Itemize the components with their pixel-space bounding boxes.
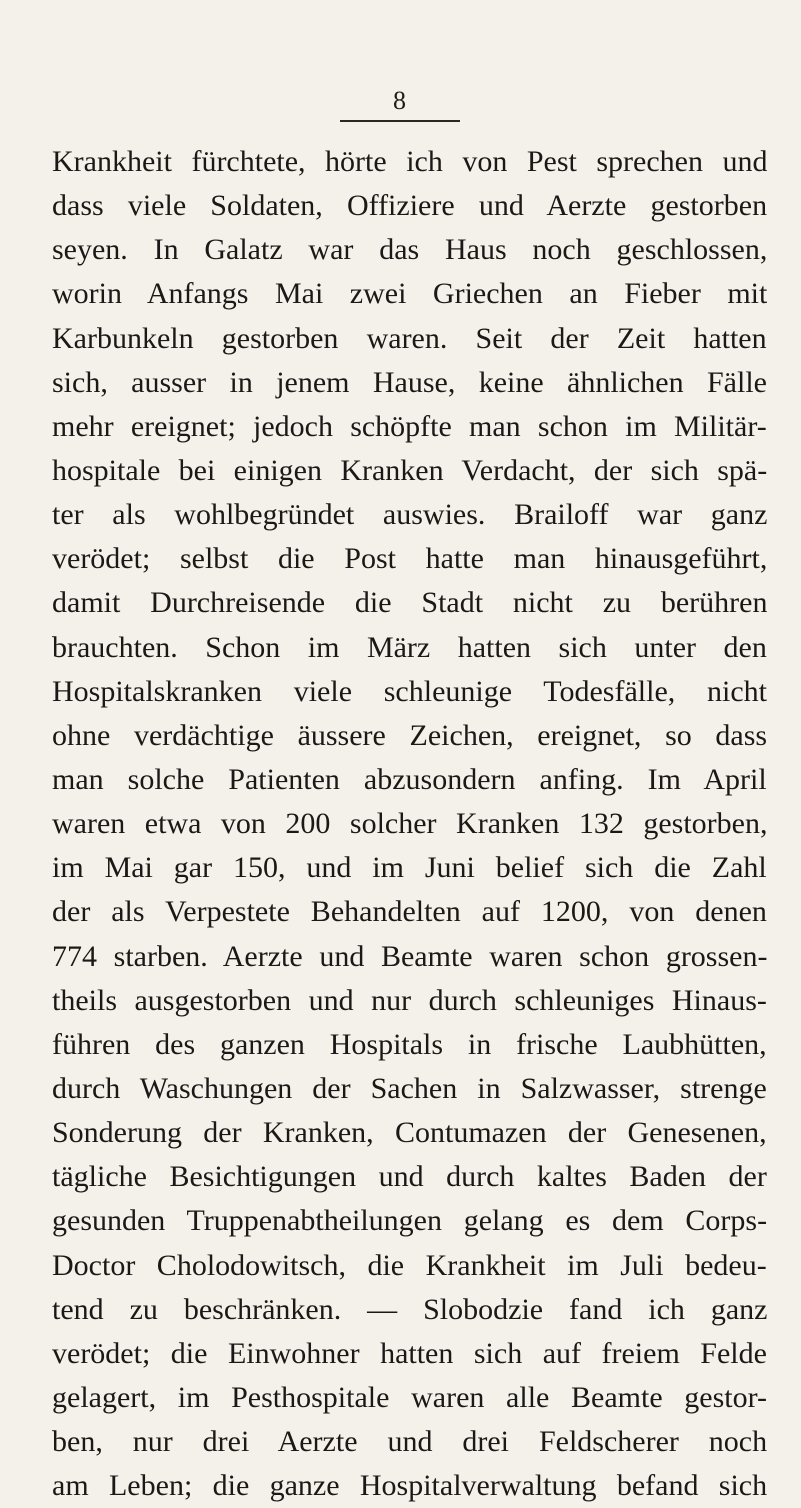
text-line: verödet; selbst die Post hatte man hinausgeführt, [52, 542, 767, 576]
text-line: ter als wohlbegründet auswies. Brailoff war ganz [52, 498, 767, 532]
text-line: waren etwa von 200 solcher Kranken 132 gestorben, [52, 807, 767, 841]
text-line: man solche Patienten abzusondern anfing. Im April [52, 762, 767, 796]
text-line: Krankheit fürchtete, hörte ich von Pest sprechen und [52, 145, 767, 178]
text-line: dass viele Soldaten, Offiziere und Aerzte gestorben [52, 189, 767, 223]
text-line: Doctor Cholodowitsch, die Krankheit im Juli bedeu- [52, 1248, 767, 1282]
text-line: worin Anfangs Mai zwei Griechen an Fieber mit [52, 277, 767, 311]
text-line: damit Durchreisende die Stadt nicht zu berühren [52, 586, 767, 620]
text-line: Sonderung der Kranken, Contumazen der Genesenen, [52, 1116, 767, 1150]
text-line: sich, ausser in jenem Hause, keine ähnlichen Fälle [52, 365, 767, 399]
text-line: der als Verpestete Behandelten auf 1200, von denen [52, 895, 767, 929]
text-line: tägliche Besichtigungen und durch kaltes Baden der [52, 1160, 767, 1194]
text-line: verödet; die Einwohner hatten sich auf freiem Felde [52, 1336, 767, 1370]
text-line: tend zu beschränken. — Slobodzie fand ich ganz [52, 1292, 767, 1326]
text-line: hospitale bei einigen Kranken Verdacht, der sich spä- [52, 453, 767, 487]
text-line: theils ausgestorben und nur durch schleuniges Hinaus- [52, 983, 767, 1017]
text-line: gelagert, im Pesthospitale waren alle Beamte gestor- [52, 1380, 767, 1414]
body-text [52, 140, 767, 1508]
text-line: Hospitalskranken viele schleunige Todesfälle, nicht [52, 674, 767, 708]
text-line: ohne verdächtige äussere Zeichen, ereignet, so dass [52, 718, 767, 752]
text-line: 774 starben. Aerzte und Beamte waren schon grossen- [52, 939, 767, 973]
text-line: brauchten. Schon im März hatten sich unter den [52, 630, 767, 664]
text-line: durch Waschungen der Sachen in Salzwasser, strenge [52, 1071, 767, 1105]
text-line: führen des ganzen Hospitals in frische Laubhütten, [52, 1027, 767, 1061]
page-number-rule [340, 120, 460, 122]
text-line: ben, nur drei Aerzte und drei Feldscherer noch [52, 1425, 767, 1459]
text-line: im Mai gar 150, und im Juni belief sich die Zahl [52, 851, 767, 885]
text-line: Karbunkeln gestorben waren. Seit der Zeit hatten [52, 321, 767, 355]
text-line: seyen. In Galatz war das Haus noch geschlossen, [52, 233, 767, 267]
text-line: gesunden Truppenabtheilungen gelang es dem Corps- [52, 1204, 767, 1238]
text-line: mehr ereignet; jedoch schöpfte man schon im Militär- [52, 409, 767, 443]
text-line: am Leben; die ganze Hospitalverwaltung befand sich [52, 1469, 767, 1503]
page-number: 8 [393, 86, 407, 115]
